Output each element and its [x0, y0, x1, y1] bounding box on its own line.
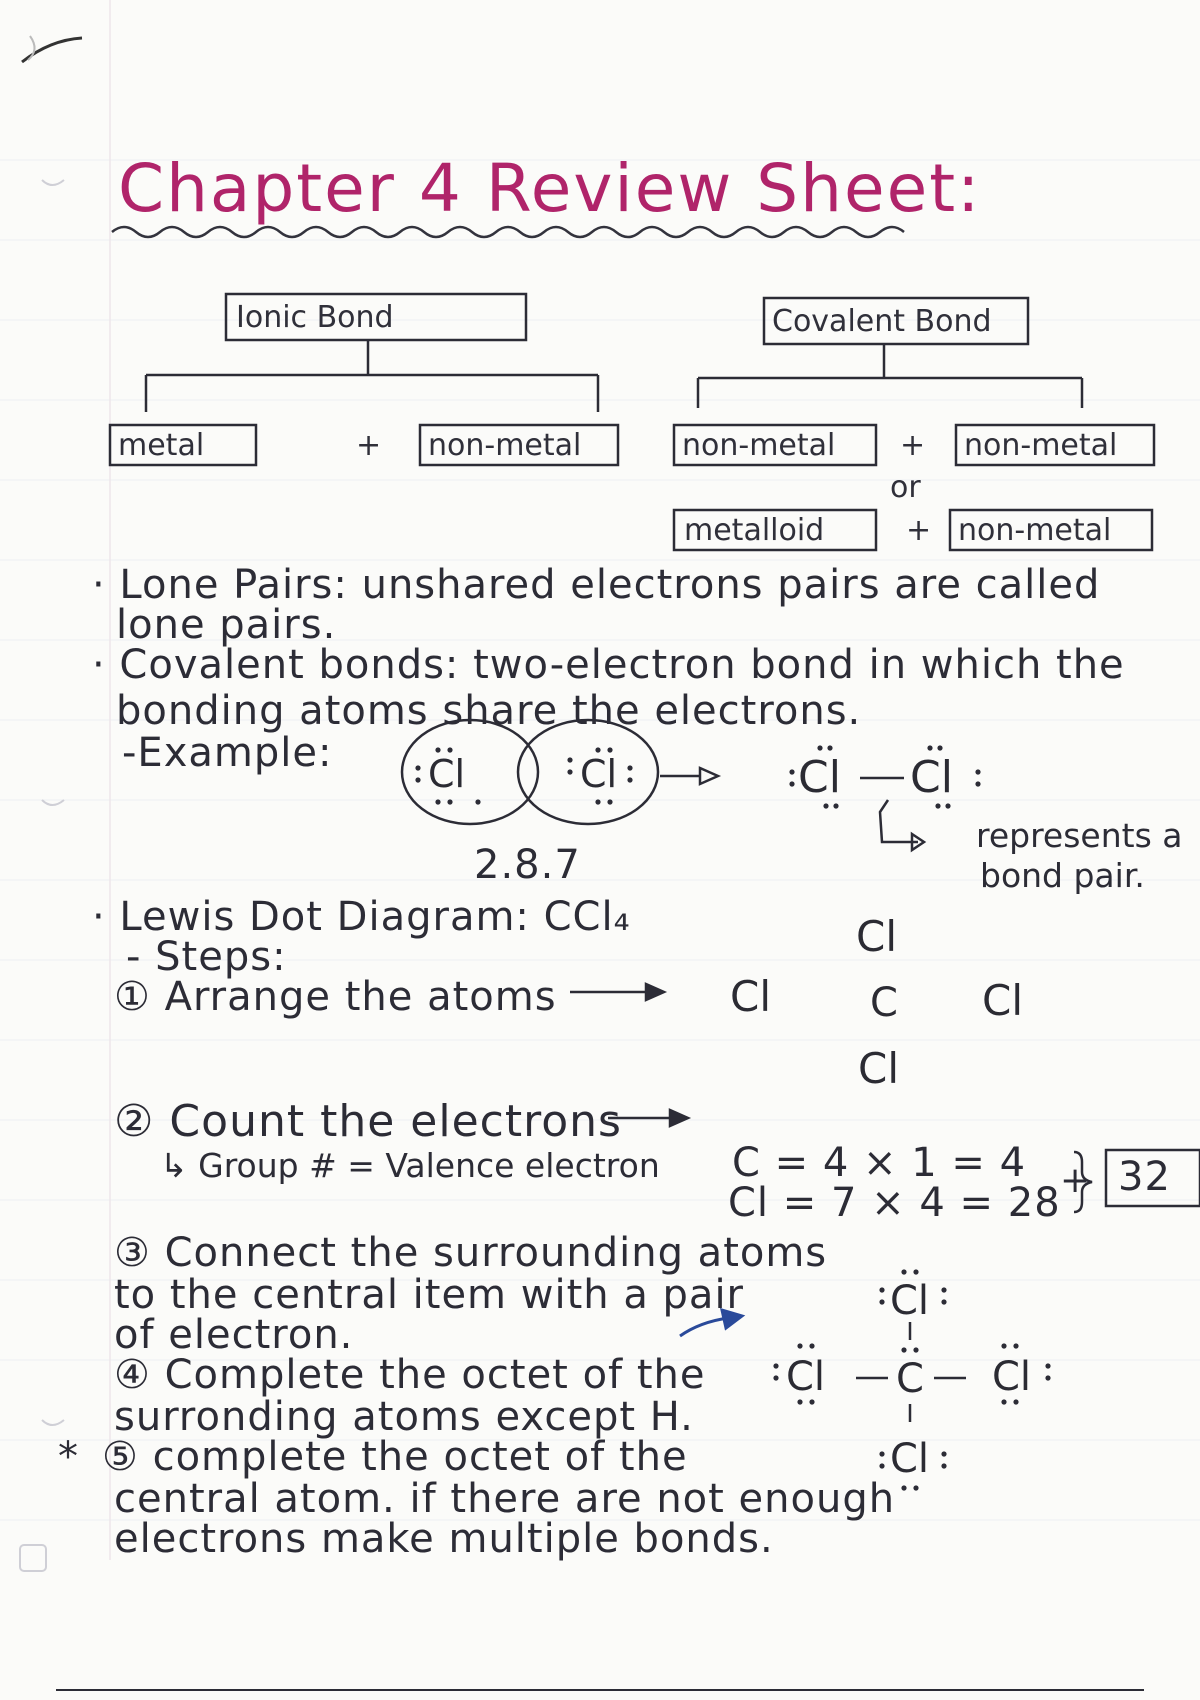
covalent-row1-plus: +	[900, 428, 926, 463]
covalent-or: or	[890, 470, 921, 505]
cl-atom-right-circle: Cl	[580, 752, 618, 796]
cl-atom-left-circle: Cl	[428, 752, 466, 796]
arranged-c-center: C	[870, 980, 898, 1026]
covalent-def-line1: · Covalent bonds: two-electron bond in which the	[92, 642, 1125, 688]
covalent-row1-left: non-metal	[682, 428, 836, 463]
cl-atom-right-bonded: Cl	[910, 752, 953, 803]
electron-config: 2.8.7	[474, 842, 581, 888]
steps-label: - Steps:	[126, 934, 287, 980]
arranged-cl-right: Cl	[982, 976, 1023, 1025]
arranged-cl-left: Cl	[730, 972, 771, 1021]
step5-line2: central atom. if there are not enough	[114, 1476, 896, 1522]
calc-plus: +	[1060, 1160, 1092, 1201]
represents-line2: bond pair.	[980, 856, 1145, 895]
ccl4-cl-left: Cl	[786, 1354, 826, 1400]
step5-line1: ⑤ complete the octet of the	[102, 1434, 688, 1480]
lone-pairs-line2: lone pairs.	[116, 602, 337, 648]
cl-atom-left-bonded: Cl	[798, 752, 841, 803]
covalent-row2-plus: +	[906, 513, 932, 548]
ccl4-cl-right: Cl	[992, 1354, 1032, 1400]
covalent-bond-label: Covalent Bond	[772, 304, 992, 339]
ccl4-cl-bottom: Cl	[890, 1436, 930, 1482]
important-star: *	[58, 1434, 79, 1480]
step4-line1: ④ Complete the octet of the	[114, 1352, 706, 1398]
lewis-heading: · Lewis Dot Diagram: CCl₄	[92, 894, 631, 940]
lone-pairs-line1: · Lone Pairs: unshared electrons pairs are called	[92, 562, 1101, 608]
covalent-row1-right: non-metal	[964, 428, 1118, 463]
step3-line3: of electron.	[114, 1312, 354, 1358]
represents-line1: represents a	[976, 816, 1183, 855]
covalent-row2-left: metalloid	[684, 513, 825, 548]
step1-text: ① Arrange the atoms	[114, 974, 557, 1020]
ionic-left-metal: metal	[118, 428, 205, 463]
corner-scribble	[22, 36, 82, 62]
bond-pair-arrow	[880, 800, 924, 850]
ionic-right-nonmetal: non-metal	[428, 428, 582, 463]
calc-carbon: C = 4 × 1 = 4	[732, 1140, 1027, 1186]
step4-line2: surronding atoms except H.	[114, 1394, 694, 1440]
example-label: -Example:	[122, 730, 333, 776]
ionic-plus: +	[356, 428, 382, 463]
step3-line2: to the central item with a pair	[114, 1272, 745, 1318]
step1-arrow	[570, 984, 664, 1000]
total-electrons: 32	[1118, 1154, 1171, 1200]
ccl4-cl-top: Cl	[890, 1278, 930, 1324]
title-underline	[112, 227, 904, 237]
step3-line1: ③ Connect the surrounding atoms	[114, 1230, 828, 1276]
covalent-def-line2: bonding atoms share the electrons.	[116, 688, 862, 734]
ionic-bond-label: Ionic Bond	[236, 300, 394, 335]
arranged-cl-top: Cl	[856, 912, 897, 961]
step2-text: ② Count the electrons	[114, 1096, 622, 1147]
calc-chlorine: Cl = 7 × 4 = 28	[728, 1180, 1061, 1226]
arranged-cl-bottom: Cl	[858, 1044, 899, 1093]
step5-line3: electrons make multiple bonds.	[114, 1516, 774, 1562]
page-title: Chapter 4 Review Sheet:	[118, 150, 982, 227]
step2-sub: ↳ Group # = Valence electron	[160, 1146, 660, 1185]
covalent-row2-right: non-metal	[958, 513, 1112, 548]
ccl4-c-center: C	[896, 1356, 924, 1402]
